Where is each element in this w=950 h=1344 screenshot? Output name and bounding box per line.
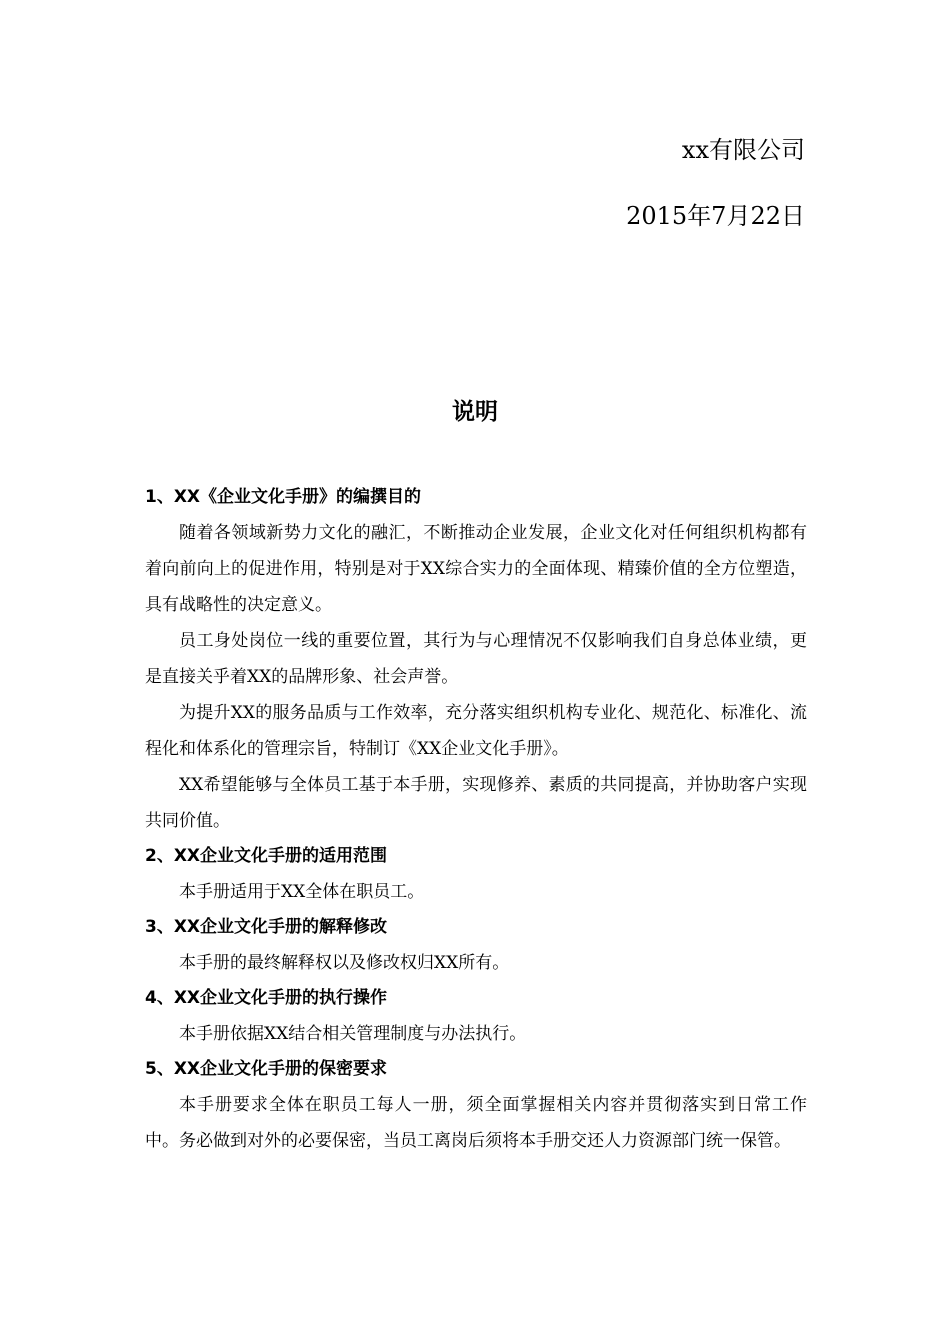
section-confidentiality	[145, 1052, 807, 1159]
section-heading: 3、XX企业文化手册的解释修改	[145, 917, 388, 937]
paragraph: 员工身处岗位一线的重要位置，其行为与心理情况不仅影响我们自身总体业绩，更是直接关乎着XX的品牌形象、社会声誉。	[145, 631, 807, 687]
company-name: xx有限公司	[681, 136, 805, 164]
section-heading: 2、XX企业文化手册的适用范围	[145, 846, 388, 866]
section-heading: 4、XX企业文化手册的执行操作	[145, 988, 388, 1008]
section-purpose	[145, 480, 807, 839]
paragraph: 本手册的最终解释权以及修改权归XX所有。	[179, 953, 510, 973]
document-body	[145, 480, 807, 1159]
paragraph: XX希望能够与全体员工基于本手册，实现修养、素质的共同提高，并协助客户实现共同价值。	[145, 775, 807, 831]
signature-block	[626, 130, 805, 236]
paragraph: 本手册要求全体在职员工每人一册，须全面掌握相关内容并贯彻落实到日常工作中。务必做到对外的必要保密，当员工离岗后须将本手册交还人力资源部门统一保管。	[145, 1095, 807, 1151]
paragraph: 本手册依据XX结合相关管理制度与办法执行。	[179, 1024, 527, 1044]
section-heading: 5、XX企业文化手册的保密要求	[145, 1059, 388, 1079]
paragraph: 本手册适用于XX全体在职员工。	[179, 882, 425, 902]
page-title: 说明	[452, 399, 498, 425]
section-execution	[145, 981, 807, 1052]
document-date: 2015年7月22日	[626, 202, 805, 230]
section-scope	[145, 839, 807, 910]
paragraph: 为提升XX的服务品质与工作效率，充分落实组织机构专业化、规范化、标准化、流程化和体系化的管理宗旨，特制订《XX企业文化手册》。	[145, 703, 807, 759]
section-interpretation	[145, 910, 807, 981]
section-heading: 1、XX《企业文化手册》的编撰目的	[145, 487, 422, 507]
paragraph: 随着各领域新势力文化的融汇，不断推动企业发展，企业文化对任何组织机构都有着向前向上的促进作用，特别是对于XX综合实力的全面体现、精臻价值的全方位塑造，具有战略性的决定意义。	[145, 523, 807, 615]
